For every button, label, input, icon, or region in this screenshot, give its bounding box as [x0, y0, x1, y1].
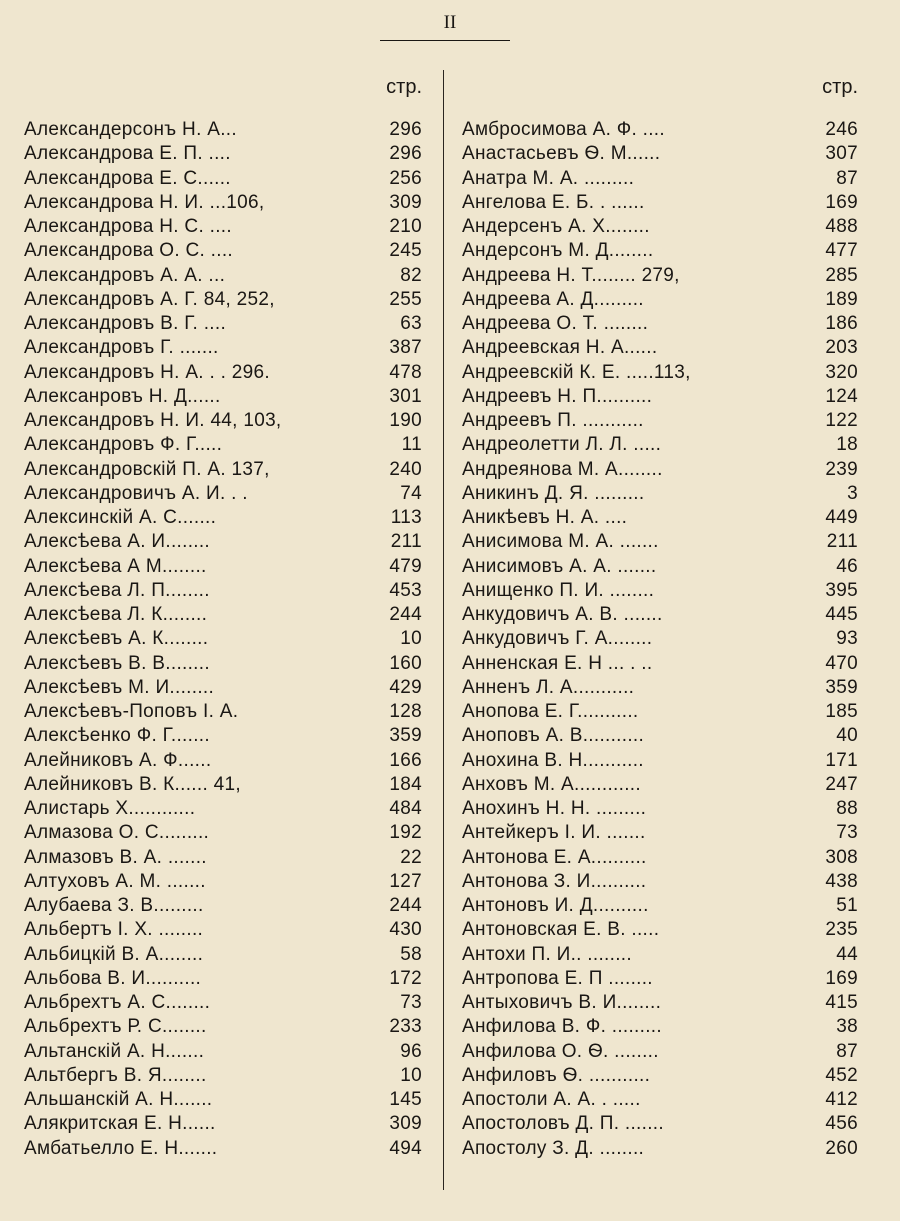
entry-name: Альтанскій А. Н.......: [24, 1040, 205, 1062]
index-entry: [24, 700, 422, 724]
index-entry: [24, 797, 422, 821]
index-entry: [462, 530, 858, 554]
entry-page: 260: [825, 1137, 858, 1159]
entry-name: Анастасьевъ Ѳ. М......: [462, 143, 661, 165]
index-entry: [462, 579, 858, 603]
entry-page: 73: [400, 992, 422, 1013]
entry-name: Алексѣева Л. К........: [24, 604, 208, 625]
index-entry: [462, 821, 858, 845]
index-entry: [462, 773, 858, 797]
entry-name: Александровъ В. Г. ....: [24, 313, 227, 334]
entry-page: 211: [826, 531, 858, 553]
index-entry: [462, 1040, 858, 1064]
entry-page: 307: [825, 143, 858, 165]
entry-page: 51: [836, 895, 858, 916]
entry-name: Анкудовичъ А. В. .......: [462, 604, 663, 625]
index-entry: [24, 870, 422, 894]
entry-name: Альшанскій А. Н.......: [24, 1089, 213, 1110]
index-entry: [462, 385, 858, 409]
index-entry: [24, 458, 422, 482]
index-entry: [24, 530, 422, 554]
entry-page: 169: [825, 191, 858, 213]
entry-name: Александрова О. С. ....: [24, 240, 233, 262]
index-entry: [24, 167, 422, 191]
entry-page: 477: [825, 240, 858, 262]
entry-page: 245: [389, 240, 422, 262]
entry-name: Александровичъ А. И. . .: [24, 482, 248, 504]
index-entry: [462, 142, 858, 166]
index-entry: [462, 918, 858, 942]
index-entry: [462, 312, 858, 336]
header-rule: [380, 40, 510, 41]
entry-name: Андреевъ П. ...........: [462, 410, 644, 431]
entry-name: Алтуховъ А. М. .......: [24, 870, 206, 892]
entry-page: 235: [825, 919, 858, 941]
entry-page: 488: [825, 216, 858, 237]
entry-page: 10: [400, 1064, 422, 1086]
entry-name: Антонова Е. А..........: [462, 846, 647, 868]
index-entry: [462, 967, 858, 991]
index-entry: [462, 724, 858, 748]
entry-page: 73: [836, 822, 858, 844]
entry-page: 124: [825, 385, 858, 407]
index-entry: [462, 433, 858, 457]
entry-page: 190: [389, 410, 422, 431]
right-column: [462, 72, 858, 1161]
entry-page: 395: [825, 579, 858, 601]
entry-page: 320: [825, 361, 858, 383]
index-entry: [462, 627, 858, 651]
entry-name: Анфилова В. Ф. .........: [462, 1016, 662, 1038]
entry-page: 186: [825, 313, 858, 334]
entry-page: 449: [825, 507, 858, 528]
index-entry: [24, 1112, 422, 1136]
index-entry: [24, 918, 422, 942]
entry-name: Аникинъ Д. Я. .........: [462, 482, 645, 504]
entry-name: Андреева О. Т. ........: [462, 313, 649, 334]
index-entry: [462, 506, 858, 530]
index-entry: [24, 312, 422, 336]
entry-name: Альбрехтъ Р. С........: [24, 1016, 207, 1038]
entry-page: 203: [825, 337, 858, 359]
entry-name: Алексѣенко Ф. Г.......: [24, 725, 210, 747]
entry-name: Анисимовъ А. А. .......: [462, 555, 657, 577]
entry-page: 22: [400, 846, 422, 868]
entry-name: Анненская Е. Н ... . ..: [462, 652, 653, 674]
entry-name: Альбрехтъ А. С........: [24, 992, 211, 1013]
entry-page: 255: [389, 288, 422, 310]
right-column-header: стр.: [822, 76, 858, 98]
index-entry: [24, 724, 422, 748]
entry-name: Александрова Н. С. ....: [24, 216, 232, 237]
entry-page: 359: [389, 725, 422, 747]
entry-name: Александровъ Г. .......: [24, 337, 219, 359]
entry-name: Анненъ Л. А...........: [462, 676, 635, 698]
entry-page: 296: [389, 119, 422, 140]
entry-name: Анохина В. Н...........: [462, 749, 644, 771]
entry-name: Алейниковъ А. Ф......: [24, 749, 212, 771]
entry-name: Аноповъ А. В...........: [462, 725, 645, 747]
index-entry: [24, 627, 422, 651]
index-entry: [24, 991, 422, 1015]
entry-page: 3: [847, 482, 858, 504]
entry-page: 87: [836, 167, 858, 189]
entry-page: 171: [825, 749, 858, 771]
entry-name: Алексѣевъ А. К........: [24, 628, 209, 650]
entry-page: 429: [389, 676, 422, 698]
index-entry: [24, 288, 422, 312]
entry-name: Александровъ А. А. ...: [24, 264, 226, 286]
entry-page: 88: [836, 798, 858, 819]
entry-name: Алмазовъ В. А. .......: [24, 846, 207, 868]
index-entry: [24, 846, 422, 870]
entry-name: Алексѣева А. И........: [24, 531, 211, 553]
index-entry: [24, 943, 422, 967]
index-entry: [24, 1015, 422, 1039]
entry-name: Александерсонъ Н. А...: [24, 119, 237, 140]
entry-name: Анфилова О. Ѳ. ........: [462, 1040, 659, 1062]
left-column-header: стр.: [386, 76, 422, 98]
entry-name: Александровъ Н. И. 44, 103,: [24, 410, 282, 431]
index-entry: [462, 797, 858, 821]
index-entry: [24, 433, 422, 457]
index-entry: [462, 167, 858, 191]
index-entry: [462, 991, 858, 1015]
entry-name: Антыховичъ В. И........: [462, 992, 662, 1013]
entry-name: Алексанровъ Н. Д......: [24, 385, 221, 407]
index-entry: [462, 870, 858, 894]
entry-page: 244: [389, 895, 422, 916]
entry-page: 189: [825, 288, 858, 310]
entry-name: Альбова В. И..........: [24, 967, 202, 989]
index-entry: [24, 215, 422, 239]
index-entry: [24, 967, 422, 991]
entry-name: Алякритская Е. Н......: [24, 1113, 216, 1135]
entry-name: Антоновская Е. В. .....: [462, 919, 660, 941]
index-entry: [462, 676, 858, 700]
entry-name: Анисимова М. А. .......: [462, 531, 659, 553]
entry-page: 11: [401, 434, 422, 456]
entry-name: Алейниковъ В. К...... 41,: [24, 773, 241, 795]
index-entry: [462, 749, 858, 773]
entry-name: Александрова Н. И. ...106,: [24, 191, 265, 213]
index-entry: [462, 264, 858, 288]
entry-name: Андреянова М. А........: [462, 458, 663, 480]
entry-page: 453: [389, 579, 422, 601]
entry-page: 172: [389, 967, 422, 989]
entry-name: Алексѣевъ М. И........: [24, 676, 215, 698]
entry-name: Антохи П. И.. ........: [462, 943, 632, 965]
index-entry: [462, 409, 858, 433]
entry-page: 145: [389, 1089, 422, 1110]
entry-name: Александрова Е. С......: [24, 167, 231, 189]
entry-page: 445: [825, 604, 858, 625]
index-entry: [462, 118, 858, 142]
index-entry: [462, 1112, 858, 1136]
index-entry: [24, 749, 422, 773]
entry-name: Александровъ Н. А. . . 296.: [24, 361, 270, 383]
index-entry: [462, 336, 858, 360]
entry-page: 18: [836, 434, 858, 456]
entry-name: Апостоловъ Д. П. .......: [462, 1113, 664, 1135]
entry-page: 192: [389, 822, 422, 844]
index-entry: [462, 191, 858, 215]
entry-page: 38: [836, 1016, 858, 1038]
index-entry: [462, 215, 858, 239]
entry-name: Андреолетти Л. Л. .....: [462, 434, 662, 456]
entry-page: 113: [390, 507, 422, 528]
entry-name: Александровъ А. Г. 84, 252,: [24, 288, 275, 310]
entry-page: 184: [389, 773, 422, 795]
entry-page: 430: [389, 919, 422, 941]
entry-page: 309: [389, 191, 422, 213]
index-entry: [24, 1137, 422, 1161]
entry-page: 44: [836, 943, 858, 965]
entry-name: Антоновъ И. Д..........: [462, 895, 649, 916]
entry-page: 169: [825, 967, 858, 989]
entry-page: 185: [825, 701, 858, 722]
entry-name: Анопова Е. Г...........: [462, 701, 639, 722]
entry-name: Антейкеръ І. И. .......: [462, 822, 646, 844]
entry-name: Алубаева З. В.........: [24, 895, 204, 916]
entry-name: Апостоли А. А. . .....: [462, 1089, 641, 1110]
entry-name: Андерсенъ А. Х........: [462, 216, 650, 237]
entry-name: Андерсонъ М. Д........: [462, 240, 654, 262]
right-index-list: [462, 118, 858, 1161]
entry-name: Анищенко П. И. ........: [462, 579, 655, 601]
entry-page: 10: [400, 628, 422, 650]
entry-name: Андреева Н. Т........ 279,: [462, 264, 680, 286]
index-entry: [24, 336, 422, 360]
entry-page: 256: [389, 167, 422, 189]
entry-name: Амбросимова А. Ф. ....: [462, 119, 665, 140]
index-entry: [24, 142, 422, 166]
entry-page: 244: [389, 604, 422, 625]
index-entry: [24, 579, 422, 603]
entry-page: 247: [825, 773, 858, 795]
index-entry: [24, 506, 422, 530]
entry-name: Анатра М. А. .........: [462, 167, 635, 189]
index-entry: [462, 1137, 858, 1161]
entry-page: 239: [825, 458, 858, 480]
entry-page: 210: [389, 216, 422, 237]
entry-page: 285: [825, 264, 858, 286]
entry-name: Александровъ Ф. Г.....: [24, 434, 223, 456]
index-entry: [24, 1040, 422, 1064]
entry-name: Алексинскій А. С.......: [24, 507, 217, 528]
entry-page: 470: [825, 652, 858, 674]
entry-page: 82: [400, 264, 422, 286]
index-entry: [24, 894, 422, 918]
entry-page: 438: [825, 870, 858, 892]
entry-page: 309: [389, 1113, 422, 1135]
entry-name: Аникѣевъ Н. А. ....: [462, 507, 628, 528]
index-entry: [24, 773, 422, 797]
entry-page: 415: [825, 992, 858, 1013]
entry-name: Антропова Е. П ........: [462, 967, 653, 989]
entry-page: 478: [389, 361, 422, 383]
entry-name: Андреевъ Н. П..........: [462, 385, 653, 407]
entry-page: 240: [389, 458, 422, 480]
entry-page: 128: [389, 701, 422, 722]
entry-page: 63: [400, 313, 422, 334]
entry-page: 93: [836, 628, 858, 650]
page-number: II: [443, 12, 457, 33]
entry-page: 296: [389, 143, 422, 165]
index-entry: [24, 1088, 422, 1112]
index-entry: [462, 1064, 858, 1088]
entry-page: 166: [389, 749, 422, 771]
index-entry: [462, 652, 858, 676]
entry-page: 74: [400, 482, 422, 504]
entry-name: Анховъ М. А............: [462, 773, 641, 795]
index-entry: [24, 239, 422, 263]
index-entry: [462, 555, 858, 579]
entry-name: Антонова З. И..........: [462, 870, 647, 892]
index-entry: [462, 239, 858, 263]
index-entry: [462, 288, 858, 312]
entry-page: 484: [389, 798, 422, 819]
entry-name: Андреевская Н. А......: [462, 337, 658, 359]
index-entry: [462, 700, 858, 724]
index-entry: [462, 603, 858, 627]
index-entry: [24, 191, 422, 215]
entry-name: Андреевскій К. Е. .....113,: [462, 361, 691, 383]
index-entry: [24, 361, 422, 385]
index-entry: [24, 555, 422, 579]
entry-page: 452: [825, 1064, 858, 1086]
left-column: [24, 72, 422, 1161]
entry-name: Алексѣева Л. П........: [24, 579, 210, 601]
index-entry: [24, 264, 422, 288]
entry-name: Алистарь Х............: [24, 798, 196, 819]
entry-page: 58: [400, 943, 422, 965]
index-entry: [462, 458, 858, 482]
index-entry: [24, 118, 422, 142]
index-entry: [462, 846, 858, 870]
index-entry: [24, 385, 422, 409]
entry-page: 456: [825, 1113, 858, 1135]
left-index-list: [24, 118, 422, 1161]
entry-name: Алексѣева А М........: [24, 555, 207, 577]
entry-name: Андреева А. Д.........: [462, 288, 644, 310]
index-entry: [24, 482, 422, 506]
index-entry: [462, 1088, 858, 1112]
entry-page: 211: [390, 531, 422, 553]
entry-name: Александрова Е. П. ....: [24, 143, 231, 165]
entry-page: 387: [389, 337, 422, 359]
entry-name: Апостолу З. Д. ........: [462, 1137, 645, 1159]
index-entry: [24, 1064, 422, 1088]
index-entry: [462, 361, 858, 385]
entry-page: 494: [389, 1137, 422, 1159]
entry-page: 359: [825, 676, 858, 698]
entry-name: Анохинъ Н. Н. .........: [462, 798, 647, 819]
index-entry: [24, 652, 422, 676]
entry-page: 246: [825, 119, 858, 140]
entry-page: 301: [389, 385, 422, 407]
index-entry: [24, 603, 422, 627]
index-entry: [462, 894, 858, 918]
entry-page: 127: [389, 870, 422, 892]
entry-name: Алексѣевъ В. В........: [24, 652, 210, 674]
entry-page: 40: [836, 725, 858, 747]
entry-page: 160: [389, 652, 422, 674]
index-entry: [462, 1015, 858, 1039]
index-entry: [24, 676, 422, 700]
entry-name: Амбатьелло Е. Н.......: [24, 1137, 218, 1159]
entry-page: 96: [400, 1040, 422, 1062]
entry-page: 46: [836, 555, 858, 577]
entry-page: 233: [389, 1016, 422, 1038]
entry-name: Альтбергъ В. Я........: [24, 1064, 207, 1086]
entry-page: 122: [825, 410, 858, 431]
entry-name: Анкудовичъ Г. А........: [462, 628, 653, 650]
index-entry: [24, 409, 422, 433]
entry-page: 412: [825, 1089, 858, 1110]
entry-page: 308: [825, 846, 858, 868]
index-entry: [462, 943, 858, 967]
entry-page: 87: [836, 1040, 858, 1062]
entry-name: Алмазова О. С.........: [24, 822, 210, 844]
entry-name: Анфиловъ Ѳ. ...........: [462, 1064, 651, 1086]
entry-name: Алексѣевъ-Поповъ І. А.: [24, 701, 239, 722]
entry-name: Ангелова Е. Б. . ......: [462, 191, 645, 213]
entry-page: 479: [389, 555, 422, 577]
index-entry: [24, 821, 422, 845]
column-divider: [443, 70, 444, 1190]
index-entry: [462, 482, 858, 506]
entry-name: Альбицкій В. А........: [24, 943, 204, 965]
entry-name: Александровскій П. А. 137,: [24, 458, 270, 480]
entry-name: Альбертъ І. Х. ........: [24, 919, 204, 941]
